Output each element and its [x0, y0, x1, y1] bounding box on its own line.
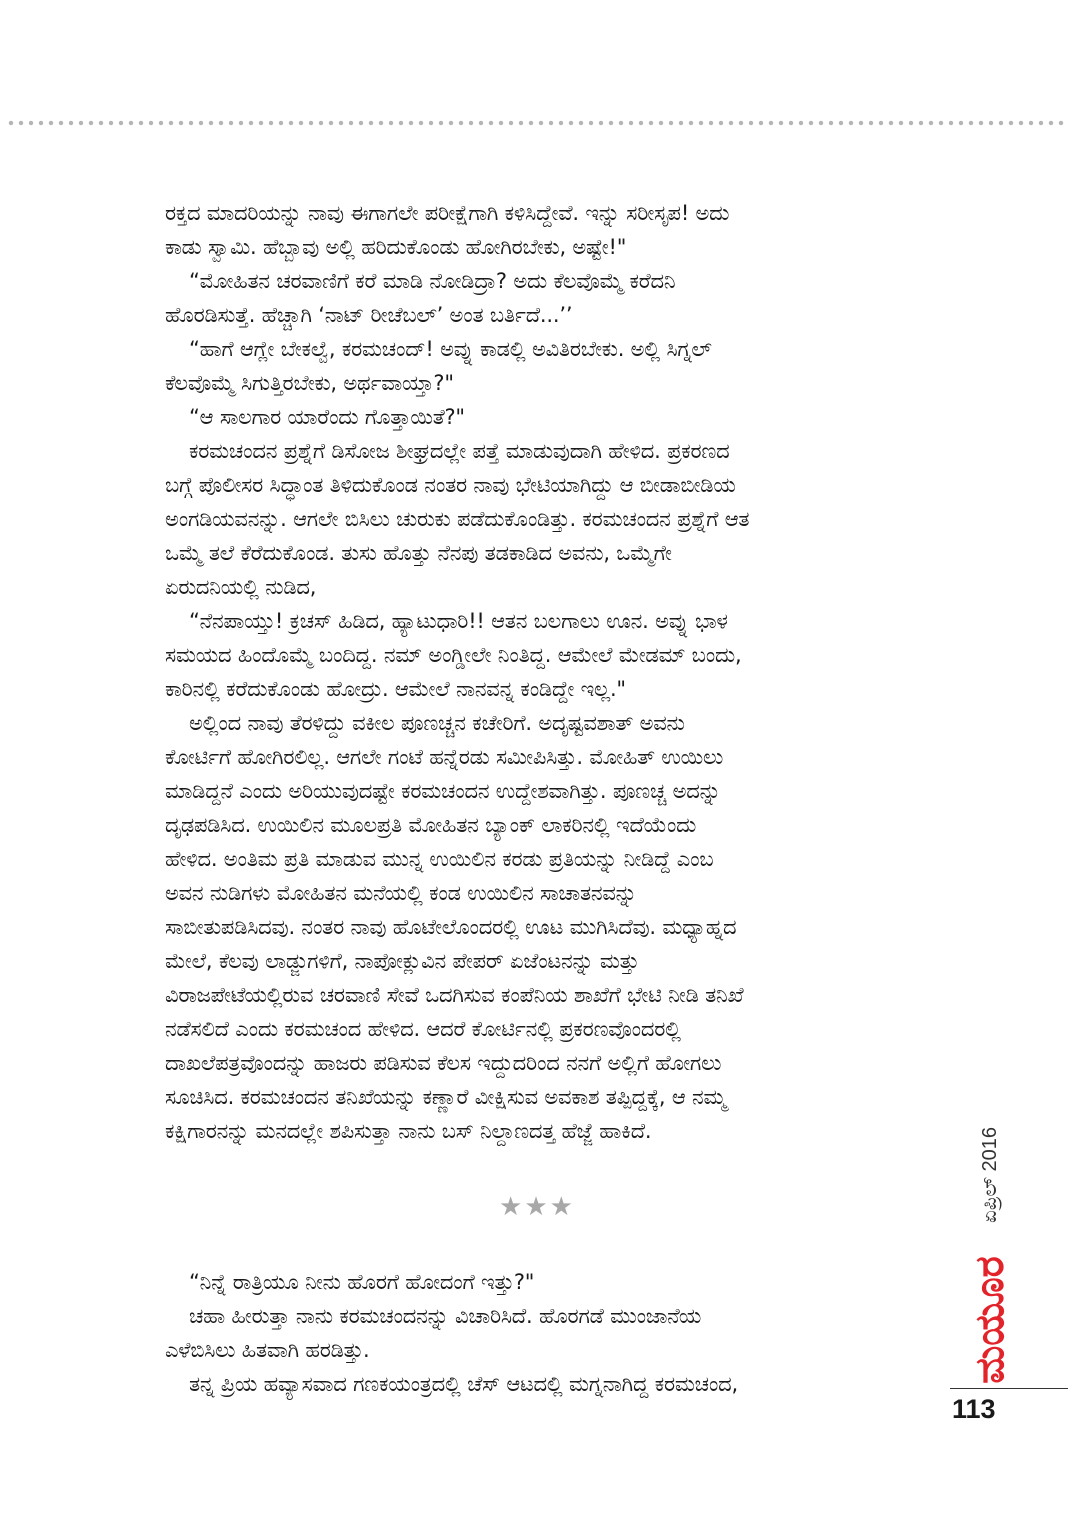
text-line: ಸಮಯದ ಹಿಂದೊಮ್ಮೆ ಬಂದಿದ್ದ. ನಮ್ ಅಂಗ್ಡೀಲೇ ನಿಂತಿದ್ದ. ಆಮೇಲೆ ಮೇಡಮ್ ಬಂದು, — [165, 643, 742, 667]
text-line: ಅವನ ನುಡಿಗಳು ಮೋಹಿತನ ಮನೆಯಲ್ಲಿ ಕಂಡ ಉಯಿಲಿನ ಸಾಚಾತನವನ್ನು — [165, 881, 637, 905]
page-number: 113 — [952, 1394, 996, 1424]
text-line: ಕಕ್ಷಿಗಾರನನ್ನು ಮನದಲ್ಲೇ ಶಪಿಸುತ್ತಾ ನಾನು ಬಸ್ ನಿಲ್ದಾಣದತ್ತ ಹೆಜ್ಜೆ ಹಾಕಿದೆ. — [165, 1119, 652, 1143]
section-separator: ★★★ — [499, 1192, 575, 1222]
text-line: “ನೆನಪಾಯ್ತು! ಕ್ರಚಸ್ ಹಿಡಿದ, ಹ್ಯಾಟುಧಾರಿ!! ಆತನ ಬಲಗಾಲು ಊನ. ಅವ್ನು ಭಾಳ — [189, 609, 728, 633]
text-line: ಹೇಳಿದ. ಅಂತಿಮ ಪ್ರತಿ ಮಾಡುವ ಮುನ್ನ ಉಯಿಲಿನ ಕರಡು ಪ್ರತಿಯನ್ನು ನೀಡಿದ್ದೆ ಎಂಬ — [165, 847, 714, 871]
text-line: ವಿರಾಜಪೇಟೆಯಲ್ಲಿರುವ ಚರವಾಣಿ ಸೇವೆ ಒದಗಿಸುವ ಕಂಪೆನಿಯ ಶಾಖೆಗೆ ಭೇಟಿ ನೀಡಿ ತನಿಖೆ — [165, 983, 744, 1007]
text-line: ಬಗ್ಗೆ ಪೊಲೀಸರ ಸಿದ್ಧಾಂತ ತಿಳಿದುಕೊಂಡ ನಂತರ ನಾವು ಭೇಟಿಯಾಗಿದ್ದು ಆ ಬೀಡಾಬೀಡಿಯ — [165, 473, 736, 497]
text-line: ಕೋರ್ಟಿಗೆ ಹೋಗಿರಲಿಲ್ಲ. ಆಗಲೇ ಗಂಟೆ ಹನ್ನೆರಡು ಸಮೀಪಿಸಿತ್ತು. ಮೋಹಿತ್ ಉಯಿಲು — [165, 745, 724, 769]
magazine-logo: ಮಯೂರ — [967, 1256, 1013, 1384]
text-line: ದೃಢಪಡಿಸಿದ. ಉಯಿಲಿನ ಮೂಲಪ್ರತಿ ಮೋಹಿತನ ಬ್ಯಾಂಕ್ ಲಾಕರಿನಲ್ಲಿ ಇದೆಯೆಂದು — [165, 813, 697, 837]
text-line: ರಕ್ತದ ಮಾದರಿಯನ್ನು ನಾವು ಈಗಾಗಲೇ ಪರೀಕ್ಷೆಗಾಗಿ ಕಳಿಸಿದ್ದೇವೆ. ಇನ್ನು ಸರೀಸೃಪ! ಅದು — [165, 201, 730, 225]
text-line: ಮೇಲೆ, ಕೆಲವು ಲಾಡ್ಜುಗಳಿಗೆ, ನಾಪೋಕ್ಲುವಿನ ಪೇಪರ್ ಏಜೆಂಟನನ್ನು ಮತ್ತು — [165, 949, 640, 973]
article-body-continued — [165, 1265, 900, 1401]
text-line: ಒಮ್ಮೆ ತಲೆ ಕೆರೆದುಕೊಂಡ. ತುಸು ಹೊತ್ತು ನೆನಪು ತಡಕಾಡಿದ ಅವನು, ಒಮ್ಮೆಗೇ — [165, 541, 672, 565]
text-line: “ಮೋಹಿತನ ಚರವಾಣಿಗೆ ಕರೆ ಮಾಡಿ ನೋಡಿದ್ರಾ? ಅದು ಕೆಲವೊಮ್ಮೆ ಕರೆದನಿ — [189, 269, 676, 293]
text-line: ಸಾಬೀತುಪಡಿಸಿದವು. ನಂತರ ನಾವು ಹೊಟೇಲೊಂದರಲ್ಲಿ ಊಟ ಮುಗಿಸಿದೆವು. ಮಧ್ಯಾಹ್ನದ — [165, 915, 737, 939]
text-line: ಏರುದನಿಯಲ್ಲಿ ನುಡಿದ, — [165, 575, 317, 599]
text-line: ಹೊರಡಿಸುತ್ತೆ. ಹೆಚ್ಚಾಗಿ ‘ನಾಟ್ ರೀಚೆಬಲ್’ ಅಂತ ಬರ್ತಿದೆ...’’ — [165, 303, 573, 327]
text-line: ತನ್ನ ಪ್ರಿಯ ಹವ್ಯಾಸವಾದ ಗಣಕಯಂತ್ರದಲ್ಲಿ ಚೆಸ್ ಆಟದಲ್ಲಿ ಮಗ್ನನಾಗಿದ್ದ ಕರಮಚಂದ, — [189, 1372, 738, 1396]
text-line: ದಾಖಲೆಪತ್ರವೊಂದನ್ನು ಹಾಜರು ಪಡಿಸುವ ಕೆಲಸ ಇದ್ದುದರಿಂದ ನನಗೆ ಅಲ್ಲಿಗೆ ಹೋಗಲು — [165, 1051, 722, 1075]
article-body — [165, 196, 900, 1148]
text-line: ಕಾರಿನಲ್ಲಿ ಕರೆದುಕೊಂಡು ಹೋದ್ರು. ಆಮೇಲೆ ನಾನವನ್ನ ಕಂಡಿದ್ದೇ ಇಲ್ಲ." — [165, 677, 626, 701]
page-number-rule — [950, 1388, 1068, 1389]
text-line: ಚಹಾ ಹೀರುತ್ತಾ ನಾನು ಕರಮಚಂದನನ್ನು ವಿಚಾರಿಸಿದೆ. ಹೊರಗಡೆ ಮುಂಜಾನೆಯ — [189, 1304, 702, 1328]
text-line: ಕಾಡು ಸ್ವಾಮಿ. ಹೆಬ್ಬಾವು ಅಲ್ಲಿ ಹರಿದುಕೊಂಡು ಹೋಗಿರಬೇಕು, ಅಷ್ಟೇ!" — [165, 235, 627, 259]
text-line: “ಹಾಗೆ ಆಗ್ಲೇ ಬೇಕಲ್ವೆ, ಕರಮಚಂದ್! ಅವ್ನು ಕಾಡಲ್ಲಿ ಅವಿತಿರಬೇಕು. ಅಲ್ಲಿ ಸಿಗ್ನಲ್ — [189, 337, 712, 361]
text-line: ಸೂಚಿಸಿದ. ಕರಮಚಂದನ ತನಿಖೆಯನ್ನು ಕಣ್ಣಾರೆ ವೀಕ್ಷಿಸುವ ಅವಕಾಶ ತಪ್ಪಿದ್ದಕ್ಕೆ, ಆ ನಮ್ಮ — [165, 1085, 727, 1109]
text-line: “ಆ ಸಾಲಗಾರ ಯಾರೆಂದು ಗೊತ್ತಾಯಿತೆ?" — [189, 405, 465, 429]
text-line: ಮಾಡಿದ್ದನೆ ಎಂದು ಅರಿಯುವುದಷ್ಟೇ ಕರಮಚಂದನ ಉದ್ದೇಶವಾಗಿತ್ತು. ಪೂಣಚ್ಚ ಅದನ್ನು — [165, 779, 721, 803]
text-line: “ನಿನ್ನೆ ರಾತ್ರಿಯೂ ನೀನು ಹೊರಗೆ ಹೋದಂಗೆ ಇತ್ತು?" — [189, 1270, 535, 1294]
text-line: ನಡೆಸಲಿದೆ ಎಂದು ಕರಮಚಂದ ಹೇಳಿದ. ಆದರೆ ಕೋರ್ಟಿನಲ್ಲಿ ಪ್ರಕರಣವೊಂದರಲ್ಲಿ — [165, 1017, 681, 1041]
top-dotted-rule — [6, 120, 1066, 126]
text-line: ಕೆಲವೊಮ್ಮೆ ಸಿಗುತ್ತಿರಬೇಕು, ಅರ್ಥವಾಯ್ತಾ?" — [165, 371, 454, 395]
text-line: ಕರಮಚಂದನ ಪ್ರಶ್ನೆಗೆ ಡಿಸೋಜ ಶೀಘ್ರದಲ್ಲೇ ಪತ್ತೆ ಮಾಡುವುದಾಗಿ ಹೇಳಿದ. ಪ್ರಕರಣದ — [189, 439, 730, 463]
issue-date: ಏಪ್ರಿಲ್ 2016 — [979, 1126, 1001, 1224]
text-line: ಎಳೆಬಿಸಿಲು ಹಿತವಾಗಿ ಹರಡಿತ್ತು. — [165, 1338, 370, 1362]
text-line: ಅಂಗಡಿಯವನನ್ನು. ಆಗಲೇ ಬಿಸಿಲು ಚುರುಕು ಪಡೆದುಕೊಂಡಿತ್ತು. ಕರಮಚಂದನ ಪ್ರಶ್ನೆಗೆ ಆತ — [165, 507, 750, 531]
text-line: ಅಲ್ಲಿಂದ ನಾವು ತೆರಳಿದ್ದು ವಕೀಲ ಪೂಣಚ್ಚನ ಕಚೇರಿಗೆ. ಅದೃಷ್ಟವಶಾತ್ ಅವನು — [189, 711, 685, 735]
